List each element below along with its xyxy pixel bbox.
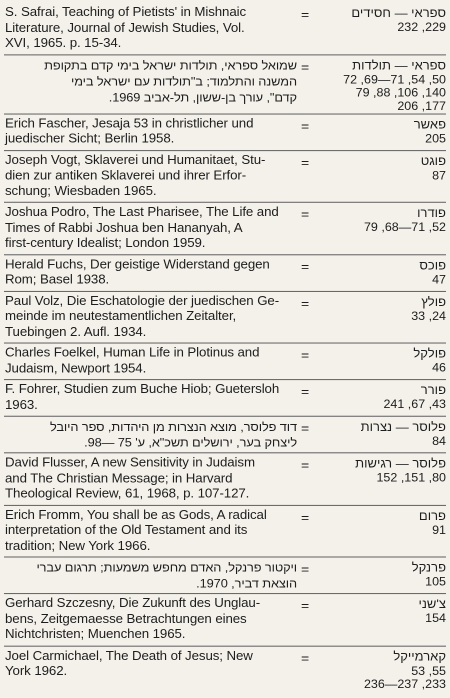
equals-sign: =	[301, 206, 310, 222]
entry-divider	[4, 504, 446, 505]
equals-sign: =	[301, 6, 310, 22]
equals-sign: =	[301, 597, 310, 613]
equals-sign: =	[301, 154, 310, 170]
equals-sign: =	[301, 295, 310, 311]
entry-divider	[4, 343, 446, 344]
page-references: 84	[432, 434, 446, 448]
entry-divider	[4, 416, 446, 417]
author-key: פוכס	[419, 257, 446, 272]
equals-sign: =	[301, 58, 310, 74]
citation-text: S. Safrai, Teaching of Pietists' in Mishnaic Literature, Journal of Jewish Studies, Vol. XVI, 1965. p. 15-34.	[5, 4, 247, 50]
author-key: צ'שני	[418, 596, 446, 611]
author-key: פודרו	[417, 205, 446, 220]
author-key: פלוסר — רגישות	[355, 456, 446, 471]
equals-sign: =	[301, 420, 310, 436]
equals-sign: =	[301, 383, 310, 399]
entry-divider	[4, 202, 446, 203]
page-references: 33 ,24	[411, 309, 446, 323]
entry-divider	[4, 290, 446, 291]
citation-text: Gerhard Szczesny, Die Zukunft des Unglau- bens, Zeitgemaesse Betrachtungen eines Nichtchristen; Muenchen 1965.	[5, 595, 261, 641]
citation-text: Joseph Vogt, Sklaverei und Humanitaet, Stu- dien zur antiken Sklaverei und ihrer Erfor- schung; Wiesbaden 1965.	[5, 152, 266, 198]
page-references: 105	[425, 575, 446, 589]
page-references: 205	[425, 131, 446, 145]
page-references: 53 ,55 236—237 ,233	[363, 663, 446, 691]
citation-text: Herald Fuchs, Der geistige Widerstand gegen Rom; Basel 1938.	[5, 256, 270, 287]
author-key: פולץ	[421, 294, 446, 309]
citation-text: Charles Foelkel, Human Life in Plotinus and Judaism, Newport 1954.	[5, 345, 260, 375]
author-key: פאשר	[413, 116, 446, 131]
author-key: פלוסר — נצרות	[360, 419, 446, 434]
page-references: 79 ,68—71 ,52	[363, 220, 446, 234]
citation-text: F. Fohrer, Studien zum Buche Hiob; Guetersloh 1963.	[5, 381, 280, 412]
equals-sign: =	[301, 649, 310, 665]
page-references: 46	[432, 361, 446, 375]
page-references: 232 ,229	[397, 20, 446, 34]
citation-text: David Flusser, A new Sensitivity in Judaism and The Christian Message; in Harvard Theological Review, 61, 1968, p. 107-127.	[5, 455, 255, 501]
page-references: 241 ,67 ,43	[383, 397, 446, 412]
author-key: פורר	[420, 382, 446, 397]
entry-divider	[4, 150, 446, 151]
author-key: קארמייקל	[393, 648, 446, 664]
entry-divider	[4, 593, 446, 594]
citation-text: Erich Fromm, You shall be as Gods, A radical interpretation of the Old Testament and its tradition; New York 1966.	[5, 507, 267, 553]
author-key: פוגט	[420, 153, 446, 168]
citation-text: דוד פלוסר, מוצא הנצרות מן היהדות, ספר היובל ליצחק בער, ירושלים תשכ"א, ע' 75 —98.	[49, 419, 297, 450]
entry-divider	[4, 557, 446, 558]
citation-text: Paul Volz, Die Eschatologie der juedischen Ge- meinde im neutestamentlichen Zeitalter, Tuebingen 2. Aufl. 1934.	[5, 293, 280, 339]
author-key: פרנקל	[411, 560, 446, 575]
page-references: 152 ,151 ,80	[376, 471, 446, 485]
equals-sign: =	[301, 561, 310, 577]
page-references: 87	[432, 168, 446, 182]
author-key: פרום	[418, 508, 446, 523]
equals-sign: =	[301, 117, 310, 133]
entry-divider	[4, 113, 446, 114]
entry-divider	[4, 452, 446, 453]
author-key: ספראי — תולדות	[352, 57, 446, 72]
citation-text: Erich Fascher, Jesaja 53 in christlicher und juedischer Sicht; Berlin 1958.	[5, 115, 254, 146]
author-key: ספראי — חסידים	[351, 5, 446, 20]
equals-sign: =	[301, 509, 310, 525]
page-references: 72 ,69—71 ,54 ,50 79 ,88 ,106 ,140 206 ,177	[343, 72, 446, 113]
page-references: 154	[425, 611, 446, 626]
equals-sign: =	[301, 258, 310, 274]
entry-divider	[4, 254, 446, 255]
citation-text: Joel Carmichael, The Death of Jesus; New York 1962.	[5, 648, 253, 678]
equals-sign: =	[301, 347, 310, 363]
entry-divider	[4, 379, 446, 380]
page-references: 47	[432, 272, 446, 286]
citation-text: ויקטור פרנקל, האדם מחפש משמעות; תרגום עברי הוצאת דביר, 1970.	[36, 560, 297, 591]
citation-text: שמואל ספראי, תולדות ישראל בימי קדם בתקופת המשנה והתלמוד; ב"תולדות עם ישראל בימי קדם", עורך בן-ששון, תל-אביב 1969.	[44, 57, 297, 104]
citation-text: Joshua Podro, The Last Pharisee, The Life and Times of Rabbi Joshua ben Hananyah, A first-century Idealist; London 1959.	[5, 204, 279, 250]
entry-divider	[4, 645, 446, 646]
equals-sign: =	[301, 457, 310, 473]
page-references: 91	[432, 523, 446, 537]
author-key: פולקל	[413, 346, 446, 361]
entry-divider	[4, 54, 446, 55]
